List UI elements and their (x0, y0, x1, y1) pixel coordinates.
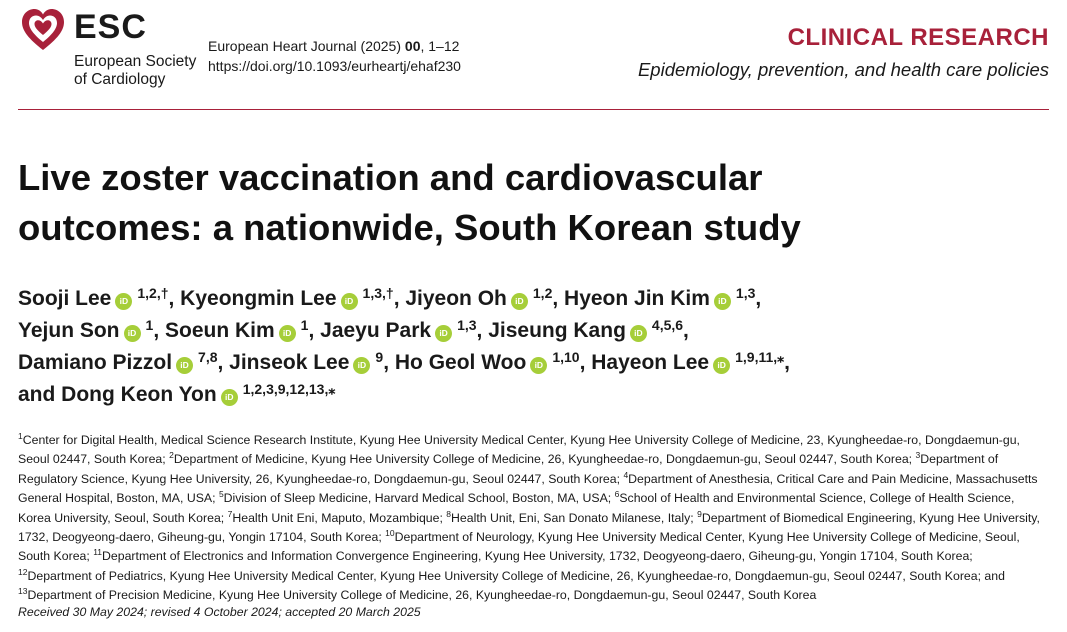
orcid-icon[interactable]: iD (435, 325, 452, 342)
orcid-icon[interactable]: iD (341, 293, 358, 310)
article-header (0, 0, 1067, 110)
affiliation-text: Division of Sleep Medicine, Harvard Medical School, Boston, MA, USA; (223, 491, 615, 506)
author-affiliation-marks: 1,2,3,9,12,13,⁎ (242, 381, 336, 397)
affiliations (18, 431, 1048, 606)
author-separator: , (217, 351, 230, 374)
affiliation-number: 1 (18, 431, 23, 441)
author-name[interactable]: Damiano Pizzol (18, 351, 173, 374)
affiliation-number: 7 (227, 508, 233, 519)
article-section (638, 24, 1049, 82)
orcid-icon[interactable]: iD (124, 325, 141, 342)
orcid-icon[interactable]: iD (713, 357, 730, 374)
org-abbreviation: ESC (74, 8, 147, 46)
author-name[interactable]: Jiyeon Oh (405, 287, 507, 310)
author-name[interactable]: Hyeon Jin Kim (564, 287, 710, 310)
author-separator: , (153, 319, 165, 342)
org-full-name-line1: European Society (74, 53, 197, 70)
affiliation-number: 9 (697, 508, 702, 519)
author-affiliation-marks: 1,2 (532, 285, 553, 301)
section-title: CLINICAL RESEARCH (787, 24, 1049, 51)
author-separator: , (683, 319, 689, 342)
doi-link[interactable]: https://doi.org/10.1093/eurheartj/ehaf230 (208, 58, 461, 74)
author-separator: , (579, 351, 592, 374)
author-item (229, 351, 395, 374)
affiliation-number: 12 (18, 566, 28, 577)
author-list (18, 283, 1048, 411)
header-divider (18, 109, 1049, 110)
affiliation-number: 11 (93, 547, 103, 558)
affiliation-text: Health Unit Eni, Maputo, Mozambique; (232, 510, 447, 525)
journal-name: European Heart Journal (2025) (208, 38, 405, 54)
affiliation-number: 8 (446, 508, 452, 519)
orcid-icon[interactable]: iD (630, 325, 647, 342)
orcid-icon[interactable]: iD (353, 357, 370, 374)
orcid-icon[interactable]: iD (115, 293, 132, 310)
author-affiliation-marks: 1,10 (552, 349, 580, 365)
author-affiliation-marks: 1,3,† (362, 285, 394, 301)
author-affiliation-marks: 1,3 (735, 285, 756, 301)
orcid-icon[interactable]: iD (176, 357, 193, 374)
affiliation-text: Department of Neurology, Kyung Hee University Medical Center, Kyung Hee University College of Medicine, Seoul, South Korea; (18, 530, 1020, 564)
journal-volume: 00 (404, 38, 421, 54)
author-separator: , (308, 319, 321, 342)
affiliation-number: 3 (915, 450, 921, 461)
author-item (165, 319, 320, 342)
affiliation-text: Department of Precision Medicine, Kyung Hee University College of Medicine, 26, Kyungheedae-ro, Dongdaemun-gu, Seoul 02447, South Korea (27, 588, 817, 603)
affiliation-number: 13 (18, 586, 28, 597)
author-separator: , (784, 351, 791, 374)
affiliation-text: Department of Regulatory Science, Kyung Hee University, 26, Kyungheedae-ro, Dongdaemun-gu, Seoul 02447, South Korea; (18, 452, 999, 486)
author-item (591, 351, 790, 374)
affiliation-text: Center for Digital Health, Medical Science Research Institute, Kyung Hee University Medical Center, Kyung Hee University College of Medicine, 23, Kyungheedae-ro, Dongdaemun-gu, Seoul 02447, South Korea; (18, 433, 1020, 467)
article-title (18, 153, 1038, 253)
author-affiliation-marks: 4,5,6 (651, 317, 684, 333)
author-affiliation-marks: 1,9,11,⁎ (735, 349, 785, 365)
affiliation-text: Department of Electronics and Information Convergence Engineering, Kyung Hee University, 1732, Deogyeong-daero, Giheung-gu, Yongin 17104, South Korea; (102, 549, 973, 564)
author-name[interactable]: Jinseok Lee (229, 351, 350, 374)
received-dates: Received 30 May 2024; revised 4 October 2024; accepted 20 March 2025 (18, 605, 421, 619)
author-item (18, 383, 335, 406)
orcid-icon[interactable]: iD (714, 293, 731, 310)
author-name[interactable]: Hayeon Lee (591, 351, 710, 374)
author-separator: , (383, 351, 395, 374)
affiliation-text: Department of Anesthesia, Critical Care and Pain Medicine, Massachusetts General Hospital, Boston, MA, USA; (18, 471, 1038, 506)
author-name[interactable]: Soeun Kim (164, 319, 275, 342)
orcid-icon[interactable]: iD (530, 357, 547, 374)
author-name[interactable]: Jaeyu Park (320, 319, 432, 342)
author-item (18, 319, 165, 342)
author-name[interactable]: Yejun Son (18, 319, 120, 342)
author-separator: , (476, 319, 489, 342)
affiliation-number: 5 (218, 489, 224, 500)
author-affiliation-marks: 7,8 (198, 349, 218, 365)
section-subtitle: Epidemiology, prevention, and health care policies (637, 59, 1049, 80)
affiliation-number: 6 (614, 489, 620, 500)
author-name[interactable]: Ho Geol Woo (394, 351, 527, 374)
org-full-name (74, 53, 196, 89)
article-title-line2: outcomes: a nationwide, South Korean study (18, 207, 801, 248)
journal-citation (208, 36, 461, 56)
org-full-name-line2: of Cardiology (74, 71, 166, 88)
journal-reference (208, 36, 461, 76)
author-name[interactable]: Dong Keon Yon (61, 383, 217, 406)
author-separator: , (755, 287, 762, 310)
affiliation-text: Health Unit, Eni, San Donato Milanese, Italy; (451, 510, 698, 525)
author-affiliation-marks: 1 (145, 317, 154, 333)
author-name[interactable]: Jiseung Kang (488, 319, 626, 342)
affiliation-number: 2 (169, 450, 174, 461)
author-item (395, 351, 591, 374)
author-item (564, 287, 761, 310)
author-item (18, 287, 180, 310)
author-affiliation-marks: 1 (300, 317, 309, 333)
journal-pages: , 1–12 (420, 38, 460, 54)
author-item (488, 319, 689, 342)
author-affiliation-marks: 1,3 (457, 317, 477, 333)
affiliation-text: Department of Biomedical Engineering, Kyung Hee University, 1732, Deogyeong-daero, Giheung-gu, Yongin 17104, South Korea; (18, 510, 1040, 545)
affiliation-number: 4 (623, 469, 629, 480)
author-affiliation-marks: 1,2,† (137, 285, 169, 301)
author-separator: , (393, 287, 406, 310)
affiliation-text: School of Health and Environmental Science, College of Health Science, Korea University, Seoul, South Korea; (18, 491, 1015, 525)
orcid-icon[interactable]: iD (221, 389, 238, 406)
authors-conjunction: and (18, 383, 62, 406)
author-affiliation-marks: 9 (375, 349, 384, 365)
author-separator: , (168, 287, 181, 310)
author-item (18, 351, 229, 374)
esc-heart-logo-icon (20, 8, 66, 54)
affiliation-number: 10 (385, 528, 395, 539)
article-title-line1: Live zoster vaccination and cardiovascular (18, 157, 763, 198)
orcid-icon[interactable]: iD (511, 293, 528, 310)
orcid-icon[interactable]: iD (279, 325, 296, 342)
author-item (405, 287, 564, 310)
author-name[interactable]: Sooji Lee (18, 287, 112, 310)
author-item (320, 319, 488, 342)
author-separator: , (552, 287, 565, 310)
author-item (180, 287, 405, 310)
affiliation-text: Department of Medicine, Kyung Hee University College of Medicine, 26, Kyungheedae-ro, Dongdaemun-gu, Seoul 02447, South Korea; (173, 452, 916, 467)
affiliation-text: Department of Pediatrics, Kyung Hee University Medical Center, Kyung Hee University College of Medicine, 26, Kyungheedae-ro, Dongdaemun-gu, Seoul 02447, South Korea; and (27, 568, 1005, 583)
author-name[interactable]: Kyeongmin Lee (180, 287, 337, 310)
